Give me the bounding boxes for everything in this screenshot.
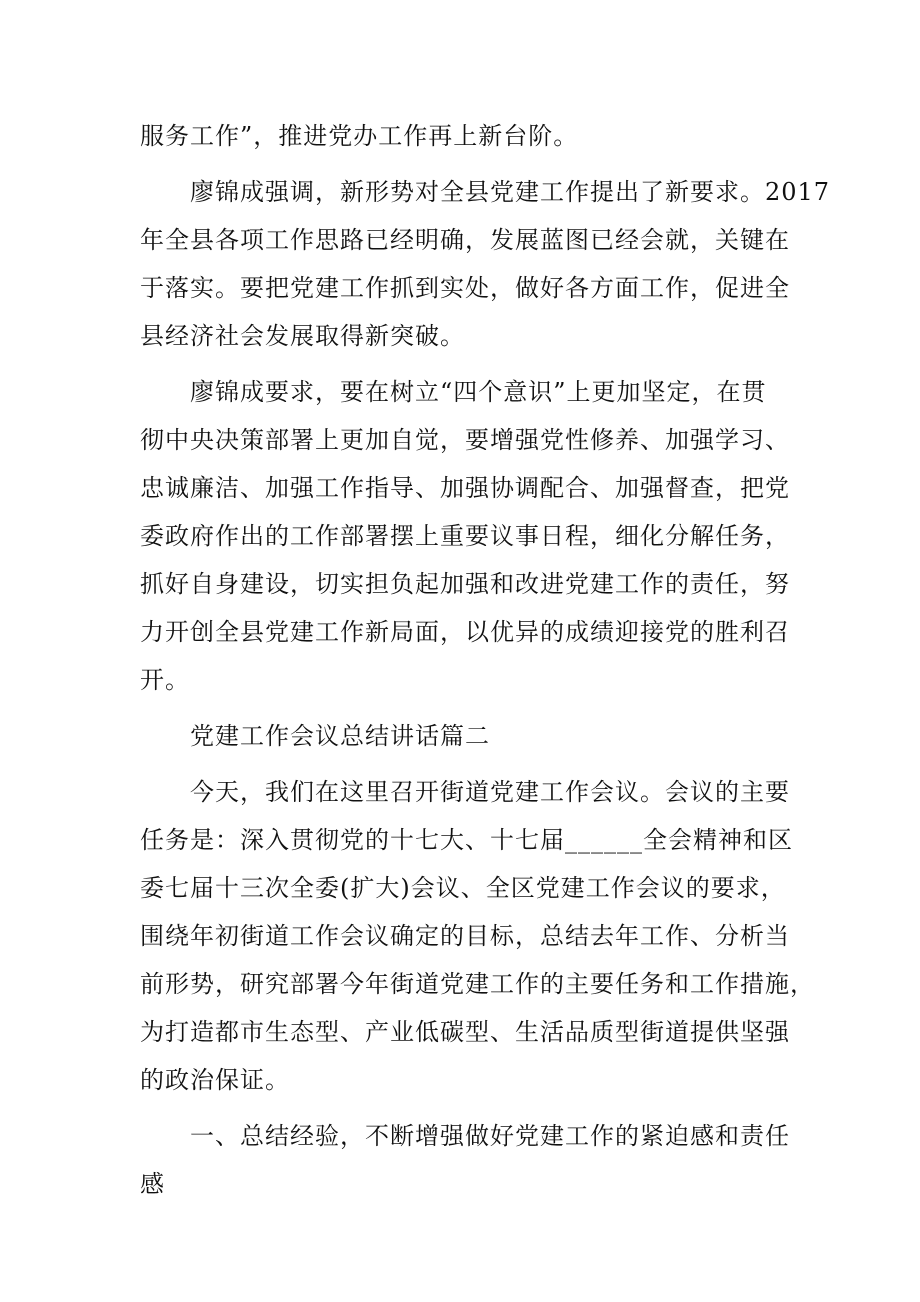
paragraph-gap (140, 360, 790, 368)
paragraph-gap (140, 160, 790, 168)
section-heading (140, 712, 790, 760)
text-line: 抓好自身建设，切实担负起加强和改进党建工作的责任，努 (140, 570, 790, 598)
paragraph-gap (140, 704, 790, 712)
text-line: 委七届十三次全委(扩大)会议、全区党建工作会议的要求， (140, 874, 786, 902)
heading-line: 党建工作会议总结讲话篇二 (140, 722, 490, 750)
text-line: 围绕年初街道工作会议确定的目标，总结去年工作、分析当 (140, 922, 790, 950)
paragraph-gap (140, 760, 790, 768)
text-line: 前形势，研究部署今年街道党建工作的主要任务和工作措施， (140, 970, 815, 998)
text-line: 彻中央决策部署上更加自觉，要增强党性修养、加强学习、 (140, 426, 790, 454)
text-line: 开。 (140, 666, 190, 694)
text-line: 委政府作出的工作部署摆上重要议事日程，细化分解任务， (140, 522, 790, 550)
text-line: 力开创全县党建工作新局面，以优异的成绩迎接党的胜利召 (140, 618, 790, 646)
text-line: 今天，我们在这里召开街道党建工作会议。会议的主要 (140, 778, 790, 806)
text-line: 于落实。要把党建工作抓到实处，做好各方面工作，促进全 (140, 274, 790, 302)
text-line: 一、总结经验，不断增强做好党建工作的紧迫感和责任 (140, 1122, 790, 1150)
paragraph-2 (140, 168, 831, 360)
paragraph-3 (140, 368, 790, 704)
document-body (140, 112, 831, 1208)
text-line: 为打造都市生态型、产业低碳型、生活品质型街道提供坚强 (140, 1018, 790, 1046)
text-line: 感 (140, 1170, 165, 1198)
paragraph-gap (140, 1104, 790, 1112)
text-line: 的政治保证。 (140, 1066, 290, 1094)
text-line: 廖锦成要求，要在树立“四个意识”上更加坚定，在贯 (140, 378, 767, 406)
text-line: 任务是：深入贯彻党的十七大、十七届______全会精神和区 (140, 826, 793, 854)
paragraph-1 (140, 112, 790, 160)
paragraph-6 (140, 1112, 790, 1208)
text-line: 服务工作”，推进党办工作再上新台阶。 (140, 122, 579, 150)
text-line: 年全县各项工作思路已经明确，发展蓝图已经会就，关键在 (140, 226, 790, 254)
text-line: 廖锦成强调，新形势对全县党建工作提出了新要求。2017 (140, 178, 831, 206)
text-line: 县经济社会发展取得新突破。 (140, 322, 465, 350)
text-line: 忠诚廉洁、加强工作指导、加强协调配合、加强督查，把党 (140, 474, 790, 502)
paragraph-5 (140, 768, 815, 1104)
